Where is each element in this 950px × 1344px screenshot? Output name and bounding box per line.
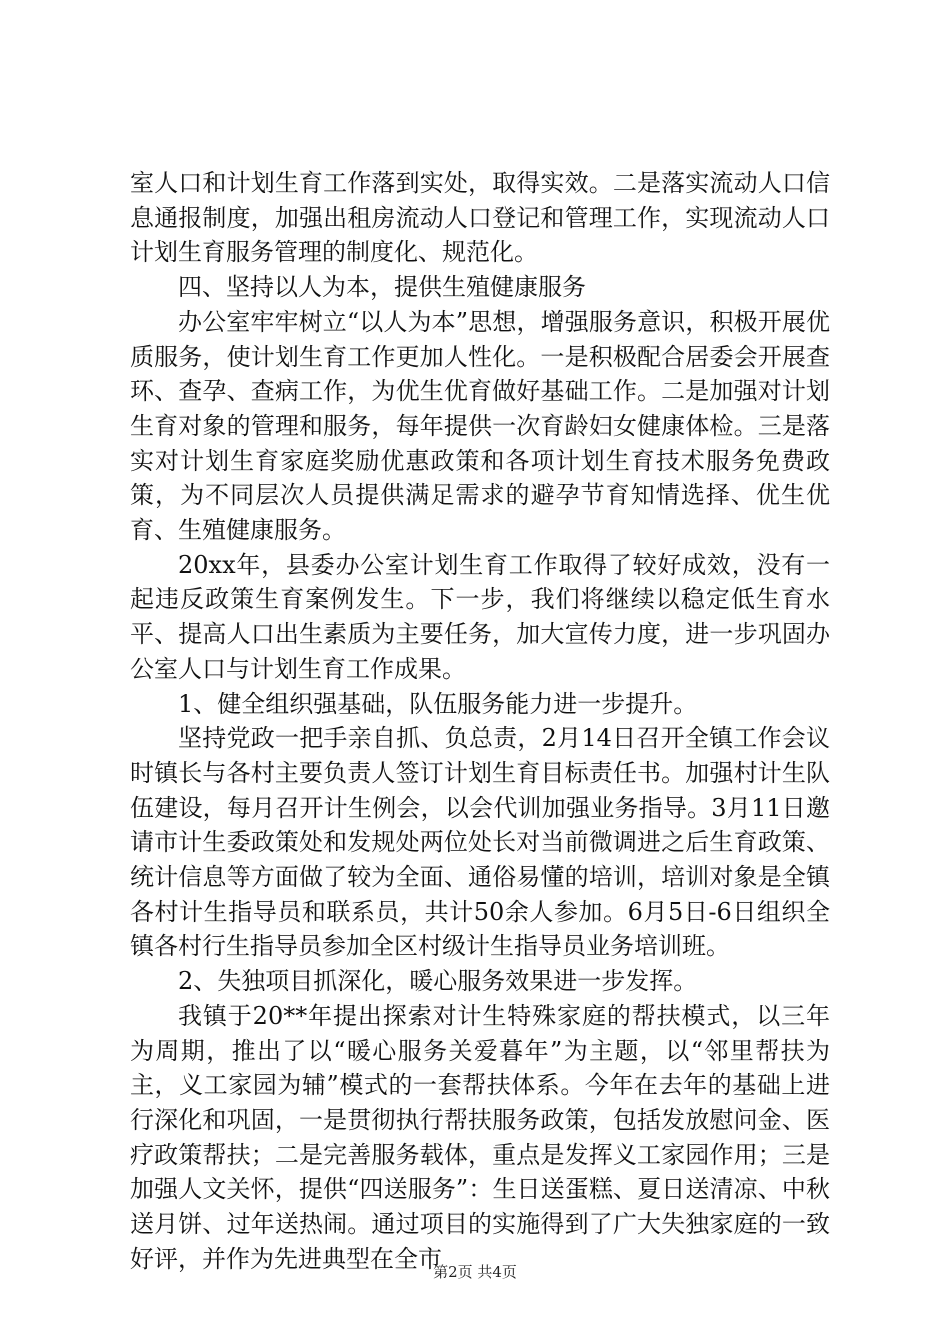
paragraph-continuation: 室人口和计划生育工作落到实处，取得实效。二是落实流动人口信息通报制度，加强出租房流动人口登记和管理工作，实现流动人口计划生育服务管理的制度化、规范化。 — [130, 169, 830, 267]
paragraph-organization: 坚持党政一把手亲自抓、负总责，2月14日召开全镇工作会议时镇长与各村主要负责人签订计划生育目标责任书。加强村计生队伍建设，每月召开计生例会，以会代训加强业务指导。3月11日邀请市计生委政策处和发规处两位处长对当前微调进之后生育政策、统计信息等方面做了较为全面、通俗易懂的培训，培训对象是全镇各村计生指导员和联系员，共计50余人参加。6月5日-6日组织全镇各村行生指导员参加全区村级计生指导员业务培训班。 — [130, 724, 830, 961]
document-body — [130, 166, 830, 1277]
subheading-1: 1、健全组织强基础，队伍服务能力进一步提升。 — [178, 689, 698, 718]
section-heading-4: 四、坚持以人为本，提供生殖健康服务 — [178, 273, 586, 302]
paragraph-reproductive-health: 办公室牢牢树立“以人为本”思想，增强服务意识，积极开展优质服务，使计划生育工作更加人性化。一是积极配合居委会开展查环、查孕、查病工作，为优生优育做好基础工作。二是加强对计划生育对象的管理和服务，每年提供一次育龄妇女健康体检。三是落实对计划生育家庭奖励优惠政策和各项计划生育技术服务免费政策，为不同层次人员提供满足需求的避孕节育知情选择、优生优育、生殖健康服务。 — [130, 307, 830, 545]
paragraph-support-project: 我镇于20**年提出探索对计生特殊家庭的帮扶模式，以三年为周期，推出了以“暖心服务关爱暮年”为主题，以“邻里帮扶为主，义工家园为辅”模式的一套帮扶体系。今年在去年的基础上进行深化和巩固，一是贯彻执行帮扶服务政策，包括发放慰问金、医疗政策帮扶；二是完善服务载体，重点是发挥义工家园作用；三是加强人文关怀，提供“四送服务”：生日送蛋糕、夏日送清凉、中秋送月饼、过年送热闹。通过项目的实施得到了广大失独家庭的一致好评，并作为先进典型在全市 — [130, 1001, 830, 1273]
subheading-2: 2、失独项目抓深化，暖心服务效果进一步发挥。 — [178, 967, 698, 996]
paragraph-annual-summary: 20xx年，县委办公室计划生育工作取得了较好成效，没有一起违反政策生育案例发生。下一步，我们将继续以稳定低生育水平、提高人口出生素质为主要任务，加大宣传力度，进一步巩固办公室人口与计划生育工作成果。 — [130, 550, 830, 683]
page-number-footer: 第2页 共4页 — [433, 1263, 517, 1281]
